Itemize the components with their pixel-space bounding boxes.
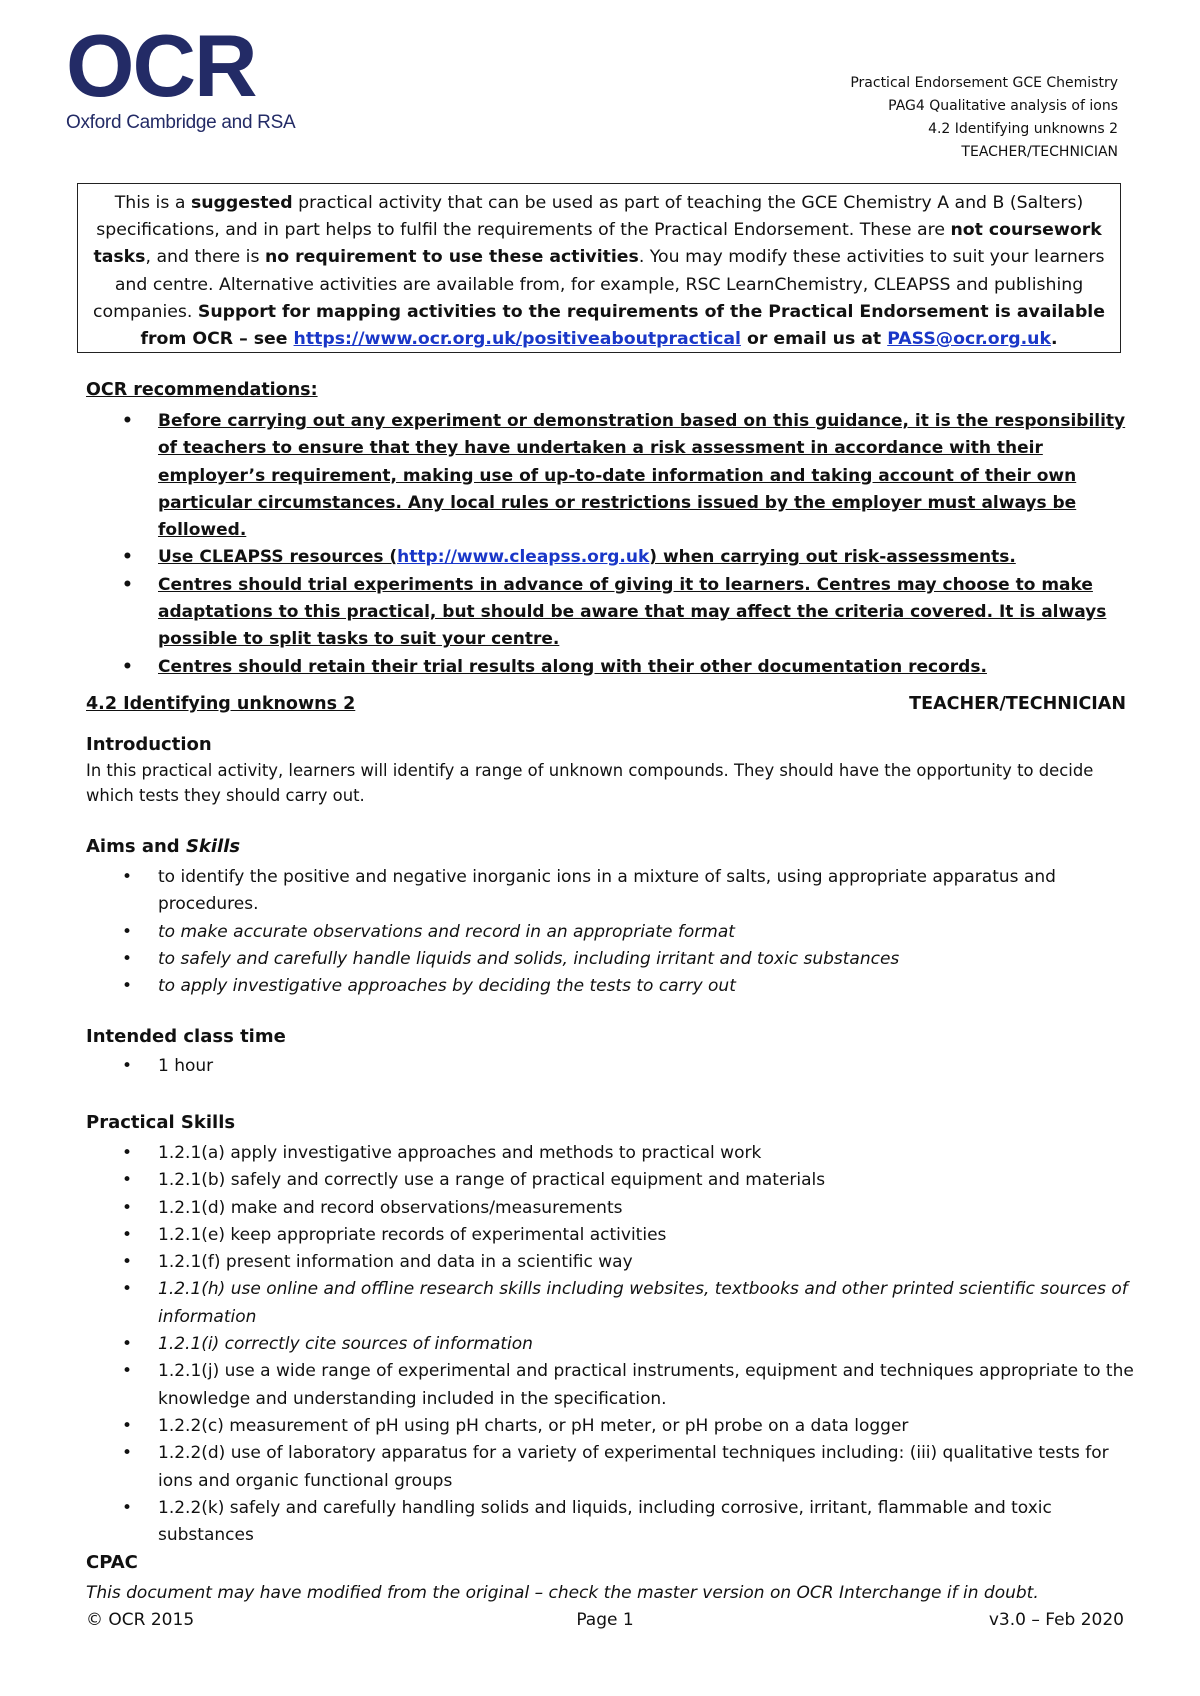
document-header bbox=[850, 72, 1118, 164]
logo-mark: OCR bbox=[66, 16, 256, 115]
email-link[interactable]: PASS@ocr.org.uk bbox=[887, 329, 1051, 350]
aim-item: • to make accurate observations and record in an appropriate format bbox=[86, 919, 1126, 946]
recommendation-item: • Centres should retain their trial results along with their other documentation records. bbox=[86, 654, 1126, 681]
ocr-logo bbox=[66, 16, 306, 133]
disclaimer-bold: Support for mapping activities to the requirements of the Practical Endorsement is available from OCR – see bbox=[140, 301, 1105, 350]
footer-page-number: Page 1 bbox=[576, 1610, 634, 1630]
disclaimer-text: , and there is bbox=[145, 247, 265, 268]
skill-item: • 1.2.1(f) present information and data in a scientific way bbox=[86, 1249, 1146, 1276]
disclaimer-bold: not coursework tasks bbox=[93, 220, 1102, 268]
recommendation-item: • Centres should trial experiments in advance of giving it to learners. Centres may choose to make adaptations to this practical, but should be aware that may affect the criteria covered. It is always possible to split tasks to suit your centre. bbox=[86, 572, 1126, 654]
page-footer bbox=[86, 1610, 1124, 1630]
aims-list bbox=[86, 864, 1126, 1000]
recommendations-heading: OCR recommendations: bbox=[86, 380, 318, 400]
recommendation-item: • Before carrying out any experiment or demonstration based on this guidance, it is the responsibility of teachers to ensure that they have undertaken a risk assessment in accordance with their employer’s requirement, making use of up-to-date information and taking account of their own particular circumstances. Any local rules or restrictions issued by the employer must always be followed. bbox=[86, 408, 1126, 544]
practical-skills-heading: Practical Skills bbox=[86, 1112, 236, 1133]
skill-item: • 1.2.1(j) use a wide range of experimental and practical instruments, equipment and techniques appropriate to the knowledge and understanding included in the specification. bbox=[86, 1358, 1146, 1413]
disclaimer-text: . You may modify these activities to suit your learners and centre. Alternative activities are available from, for example, RSC LearnChemistry, CLEAPSS and publishing companies. bbox=[93, 247, 1105, 322]
practical-skills-list bbox=[86, 1140, 1146, 1549]
cpac-heading: CPAC bbox=[86, 1552, 138, 1573]
header-line: PAG4 Qualitative analysis of ions bbox=[888, 98, 1118, 114]
recommendations-list bbox=[86, 408, 1126, 681]
introduction-heading: Introduction bbox=[86, 734, 212, 755]
header-line: Practical Endorsement GCE Chemistry bbox=[850, 75, 1118, 91]
footer-note: This document may have modified from the original – check the master version on OCR Interchange if in doubt. bbox=[86, 1583, 1039, 1603]
skill-item: • 1.2.2(k) safely and carefully handling solids and liquids, including corrosive, irritant, flammable and toxic substances bbox=[86, 1495, 1146, 1550]
disclaimer-text: This is a bbox=[114, 193, 191, 213]
skill-item: • 1.2.1(e) keep appropriate records of experimental activities bbox=[86, 1222, 1146, 1249]
skill-item: • 1.2.1(a) apply investigative approaches and methods to practical work bbox=[86, 1140, 1146, 1167]
disclaimer-bold: no requirement to use these activities bbox=[264, 247, 639, 268]
disclaimer-text: practical activity that can be used as part of teaching the GCE Chemistry A and B (Salters) specifications, and in part helps to fulfil the requirements of the Practical Endorsement. These are bbox=[96, 193, 1084, 241]
skill-item: • 1.2.1(d) make and record observations/measurements bbox=[86, 1195, 1146, 1222]
logo-subtitle: Oxford Cambridge and RSA bbox=[66, 112, 296, 133]
aim-item: • to safely and carefully handle liquids and solids, including irritant and toxic substances bbox=[86, 946, 1126, 973]
disclaimer-box bbox=[77, 183, 1121, 353]
aim-item: • to apply investigative approaches by deciding the tests to carry out bbox=[86, 973, 1126, 1000]
section-title: 4.2 Identifying unknowns 2 bbox=[86, 694, 356, 714]
class-time-list bbox=[86, 1053, 1126, 1080]
disclaimer-bold: or email us at bbox=[740, 329, 888, 350]
skill-item: • 1.2.2(c) measurement of pH using pH charts, or pH meter, or pH probe on a data logger bbox=[86, 1413, 1146, 1440]
skill-item: • 1.2.1(i) correctly cite sources of information bbox=[86, 1331, 1146, 1358]
footer-copyright: © OCR 2015 bbox=[86, 1610, 195, 1630]
class-time-heading: Intended class time bbox=[86, 1026, 286, 1047]
skill-item: • 1.2.2(d) use of laboratory apparatus for a variety of experimental techniques including: (iii) qualitative tests for ions and organic functional groups bbox=[86, 1440, 1146, 1495]
header-line: 4.2 Identifying unknowns 2 bbox=[928, 121, 1118, 137]
introduction-text: In this practical activity, learners will identify a range of unknown compounds. They should have the opportunity to decide which tests they should carry out. bbox=[86, 761, 1094, 805]
header-line: TEACHER/TECHNICIAN bbox=[961, 144, 1118, 160]
skill-item: • 1.2.1(h) use online and offline research skills including websites, textbooks and other printed scientific sources of information bbox=[86, 1276, 1146, 1331]
cleapss-link[interactable]: http://www.cleapss.org.uk bbox=[397, 547, 650, 568]
disclaimer-bold: suggested bbox=[190, 193, 293, 213]
section-title-row bbox=[86, 694, 1126, 714]
recommendation-item: • Use CLEAPSS resources (http://www.cleapss.org.uk) when carrying out risk-assessments. bbox=[86, 544, 1126, 571]
aims-heading: Aims and Skills bbox=[86, 836, 241, 857]
disclaimer-bold: . bbox=[1050, 329, 1058, 350]
practical-link[interactable]: https://www.ocr.org.uk/positiveaboutpractical bbox=[293, 329, 741, 350]
section-audience: TEACHER/TECHNICIAN bbox=[909, 694, 1126, 714]
skill-item: • 1.2.1(b) safely and correctly use a range of practical equipment and materials bbox=[86, 1167, 1146, 1194]
class-time-value: • 1 hour bbox=[86, 1053, 1126, 1080]
footer-version: v3.0 – Feb 2020 bbox=[988, 1610, 1124, 1630]
aim-item: • to identify the positive and negative inorganic ions in a mixture of salts, using appropriate apparatus and procedures. bbox=[86, 864, 1126, 919]
